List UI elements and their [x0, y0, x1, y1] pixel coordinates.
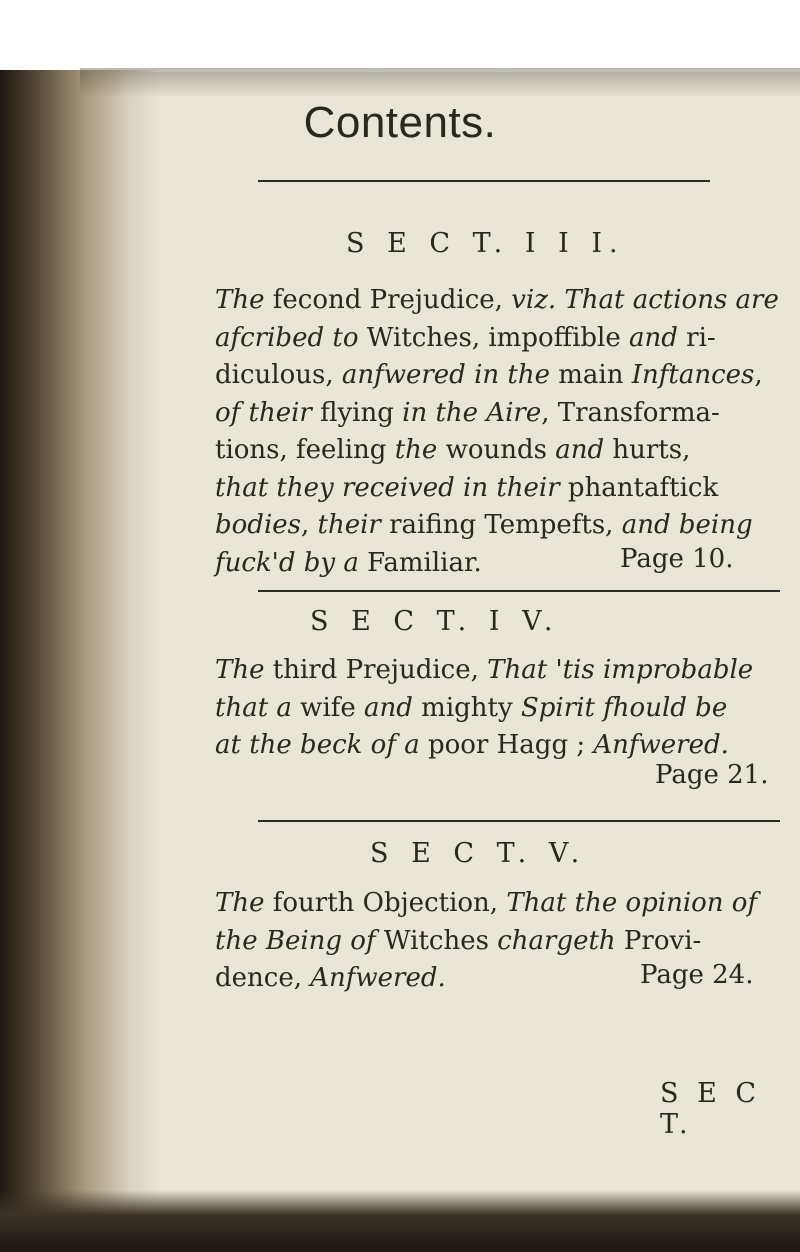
divider-rule-2	[258, 590, 780, 592]
text-run: main	[550, 360, 632, 390]
text-run: viz.	[511, 285, 557, 315]
text-run: anfwered in the	[341, 360, 550, 390]
text-run: That actions are	[564, 285, 779, 315]
text-run: mighty	[412, 692, 521, 723]
divider-rule-3	[258, 820, 780, 822]
text-run: fuck'd by a	[215, 547, 359, 578]
section-3-line-7	[215, 507, 755, 545]
text-run: at the beck of a	[215, 730, 420, 760]
text-run: that they received in their	[215, 472, 560, 503]
section-5-line-2	[215, 923, 755, 961]
text-run: Provi-	[615, 925, 702, 956]
section-4-title: S E C T. I V.	[310, 606, 560, 637]
text-run: wounds	[437, 435, 556, 465]
text-run: , Transforma-	[541, 397, 720, 428]
text-run: and	[629, 322, 678, 353]
text-run: fourth Objection,	[264, 888, 507, 918]
bottom-shadow	[0, 1190, 800, 1252]
section-3-page-ref: Page 10.	[620, 544, 734, 574]
text-run: that a	[215, 692, 292, 723]
text-run: in the Aire	[402, 397, 542, 428]
text-run: tions, feeling	[215, 435, 395, 465]
page-header: Contents.	[303, 98, 497, 147]
text-run: ,	[301, 510, 318, 540]
text-run: afcribed to	[215, 322, 359, 353]
section-4-line-1	[215, 652, 755, 690]
section-3-body	[215, 282, 779, 582]
section-3-title: S E C T. I I I.	[346, 228, 625, 259]
text-run: phantaftick	[559, 472, 719, 503]
top-background	[0, 0, 800, 72]
text-run: hurts,	[604, 435, 691, 465]
text-run: chargeth	[497, 925, 616, 956]
text-run: raifing Tempefts,	[380, 510, 622, 540]
catchword: S E C T.	[660, 1078, 762, 1140]
section-3-line-1	[215, 282, 779, 320]
section-3-line-3	[215, 357, 763, 395]
text-run: Witches, impoffible	[358, 322, 630, 353]
text-run: dence,	[215, 963, 311, 993]
text-run: poor Hagg ;	[419, 730, 594, 760]
text-run: their	[317, 510, 381, 540]
section-3-line-5	[215, 432, 755, 470]
text-run: the	[394, 435, 438, 465]
text-run: diculous,	[215, 360, 342, 390]
text-run: The	[215, 655, 265, 685]
section-3-line-4	[215, 395, 755, 433]
section-5-line-1	[215, 885, 758, 923]
text-run: Witches	[375, 925, 498, 956]
section-4-page-ref: Page 21.	[655, 760, 769, 790]
text-run: bodies	[215, 510, 301, 540]
binding-shadow	[0, 70, 160, 1252]
text-run: third Prejudice,	[264, 655, 488, 685]
text-run: of their	[215, 397, 312, 428]
section-3-line-6	[215, 470, 755, 508]
text-run: The	[215, 285, 265, 315]
text-run: Spirit fhould be	[520, 692, 728, 723]
text-run: and	[364, 692, 413, 723]
text-run: and being	[621, 510, 753, 540]
section-4-body	[215, 652, 755, 765]
text-run: That the opinion of	[506, 888, 758, 918]
text-run: flying	[311, 397, 403, 428]
text-run: Inftances	[631, 360, 755, 390]
text-run: Familiar.	[358, 547, 482, 578]
section-4-line-3	[215, 727, 755, 765]
text-run: and	[555, 435, 605, 465]
text-run: That 'tis improbable	[487, 655, 754, 685]
section-5-title: S E C T. V.	[370, 838, 587, 869]
text-run: Anfwered.	[593, 730, 729, 760]
text-run: wife	[291, 692, 365, 723]
section-5-page-ref: Page 24.	[640, 960, 754, 990]
section-3-line-2	[215, 320, 755, 358]
divider-rule-1	[258, 180, 710, 182]
text-run: fecond Prejudice,	[264, 285, 512, 315]
text-run: The	[215, 888, 265, 918]
text-run: ,	[754, 360, 763, 390]
text-run: the Being of	[215, 925, 376, 956]
text-run: Anfwered.	[310, 963, 446, 993]
top-shadow	[80, 68, 800, 98]
text-run: ri-	[677, 322, 716, 353]
section-4-line-2	[215, 690, 755, 728]
